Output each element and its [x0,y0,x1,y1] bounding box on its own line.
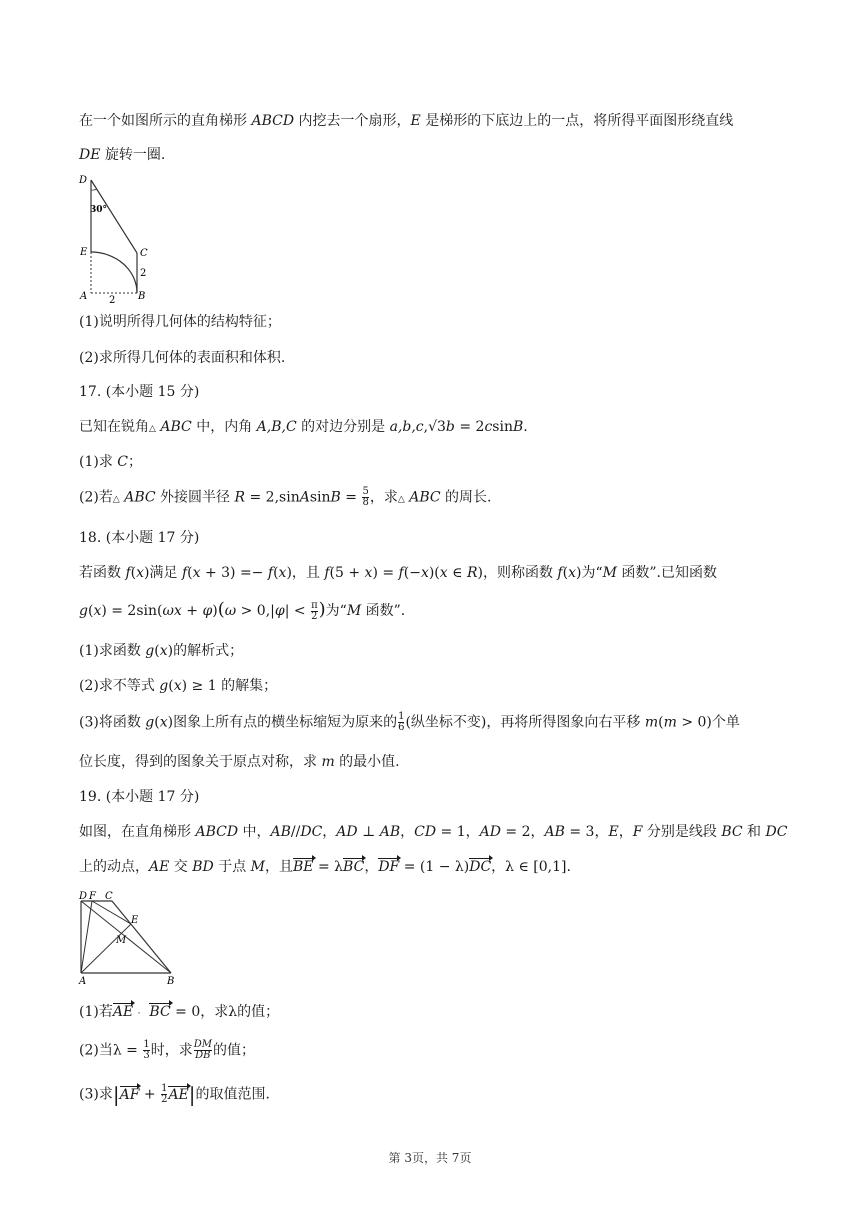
p16-q1: (1)说明所得几何体的结构特征； [79,314,281,330]
label-b: B [138,291,146,302]
label-d: D [79,891,88,902]
p18-stem-line1: 若函数 f(x)满足 f(x + 3) =− f(x)，且 f(5 + x) = f(−x)(x ∈ R)，则称函数 f(x)为“M 函数”.已知函数 [79,565,718,581]
p18-q3-line1: (3)将函数 g(x)图象上所有点的横坐标缩短为原来的 $\frac{1}{6}$ (纵坐标不变)，再将所得图象向右平移 m(m > 0)个单 [79,711,740,733]
label-b: B [167,976,175,986]
p19-stem-line1: 如图，在直角梯形 ABCD 中，AB//DC，AD ⊥ AB，CD = 1，AD = 2，AB = 3，E，F 分别是线段 BC 和 DC [79,824,788,840]
p18-q3-line2: 位长度，得到的图象关于原点对称，求 m 的最小值. [79,754,400,770]
label-f: F [89,891,96,902]
p18-stem-line2: g(x) = 2sin(ωx + φ)(ω > 0,|φ| < $\frac{\pi}{2}$ )为“M 函数”. [79,599,406,622]
right-trapezoid-figure [76,890,186,986]
p18-q1: (1)求函数 g(x)的解析式； [79,643,244,659]
p18-header: 18. (本小题 17 分) [79,530,200,546]
label-e: E [80,247,88,258]
label-c: C [105,891,113,902]
label-m: M [116,935,127,946]
label-len-bc: 2 [140,268,147,279]
p16-q2: (2)求所得几何体的表面积和体积. [79,350,286,366]
p19-q3: (3)求|AF + $\frac{1}{2}$ AE|的取值范围. [79,1082,270,1107]
p17-q1: (1)求 C； [79,454,142,470]
p19-q1: (1)若AE · BC = 0，求λ的值； [79,1004,280,1020]
page-footer: 第 3页，共 7页 [388,1151,472,1165]
p16-intro-line2: DE 旋转一圈. [79,147,166,163]
trapezoid-figure [76,172,156,304]
p19-header: 19. (本小题 17 分) [79,789,200,805]
p18-q2: (2)求不等式 g(x) ≥ 1 的解集； [79,678,278,694]
p17-stem: 已知在锐角△ ABC 中，内角 A,B,C 的对边分别是 a,b,c,√3b = 2csinB. [79,419,528,435]
p19-stem-line2: 上的动点，AE 交 BD 于点 M，且BE = λBC，DF = (1 − λ)DC，λ ∈ [0,1]. [79,859,571,875]
label-a: A [79,976,87,986]
label-angle-30: 30° [90,205,108,215]
label-a: A [80,291,88,302]
p17-header: 17. (本小题 15 分) [79,384,200,400]
label-e: E [131,915,139,926]
label-d: D [79,175,88,186]
label-len-ab: 2 [109,295,116,304]
p16-intro-line1: 在一个如图所示的直角梯形 ABCD 内挖去一个扇形，E 是梯形的下底边上的一点，将所得平面图形绕直线 [79,113,734,129]
p19-q2: (2)当λ = $\frac{1}{3}$ 时，求 $\frac{DM}{DB}$ 的值； [79,1039,255,1061]
label-c: C [140,248,148,259]
p17-q2: (2)若△ ABC 外接圆半径 R = 2,sinAsinB = $\frac{5}{8}$ ，求△ ABC 的周长. [79,486,492,508]
